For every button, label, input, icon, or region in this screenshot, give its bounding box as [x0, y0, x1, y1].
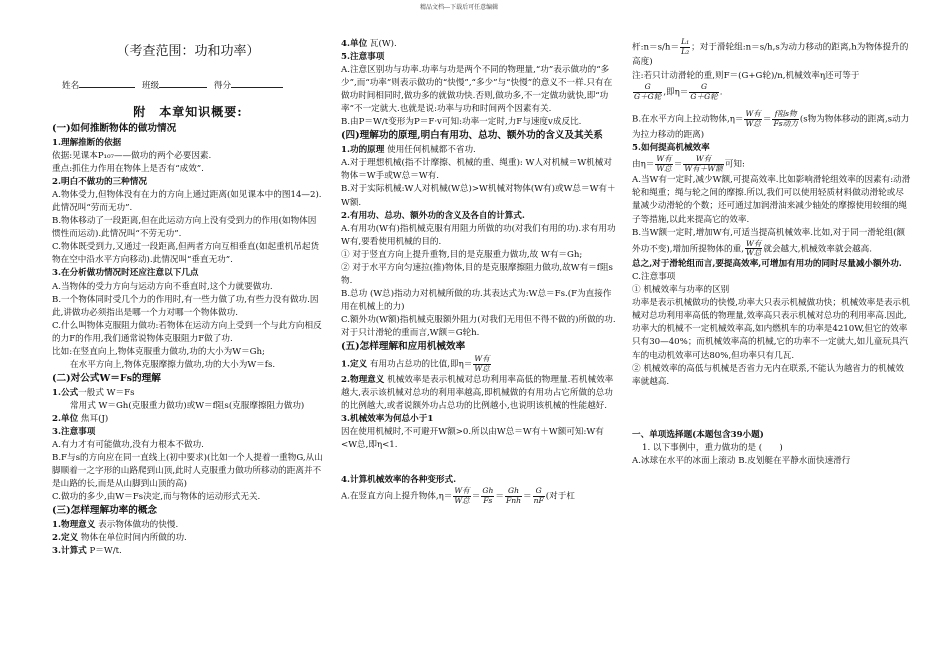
subsection-title: 1.理解推断的依据	[52, 137, 122, 148]
class-blank[interactable]	[159, 76, 207, 88]
subsection-title: 4.单位	[341, 39, 368, 49]
score-label: 得分	[213, 81, 232, 91]
subsection-title: 1.公式	[52, 387, 79, 398]
paragraph: ；对于滑轮组:n＝s/h,s为动力移动的距离,h为物体提升的高度)	[632, 42, 909, 68]
paragraph: C.什么叫物体克服阻力做功:若物体在运动方向上受到一个与此方向相反的力F的作用,我们通常说物体克服阻力F做了功.	[52, 320, 322, 344]
subsection-title: 4.计算机械效率的各种变形式.	[341, 475, 457, 486]
fraction-g-ggl-2: $\frac{G}{\text{G＋G轮}}$	[690, 82, 718, 101]
paragraph: B.一个物体同时受几个力的作用时,有一些力做了功,有些力没有做功.因此,讲做功必须指出是哪一个力对哪一个物体做功.	[52, 294, 319, 318]
paragraph: (对于杠	[545, 492, 575, 503]
paragraph: 物体在单位时间内所做的功.	[80, 533, 187, 544]
name-label: 姓名	[62, 81, 80, 91]
page-banner: 精品文档---下载后可任意编辑	[420, 4, 499, 11]
student-info-line	[52, 76, 324, 92]
fraction-wy-wz: $\frac{\text{W有}}{\text{W总}}$	[745, 238, 762, 258]
paragraph: ② 对于水平方向匀速拉(推)物体,目的是克服摩擦阻力做功,故W有＝f阻s物.	[341, 262, 613, 286]
fraction-wy-wywe: $\frac{\text{W有}}{\text{W有＋W额}}$	[684, 154, 723, 174]
column-1	[52, 8, 324, 558]
paragraph: A.物体受力,但物体没有在力的方向上通过距离(如见课本中的图14—2).此情况叫“劳而无功”.	[52, 190, 322, 214]
paragraph: A.有力才有可能做功,没有力根本不做功.	[52, 440, 204, 451]
efficiency-fraction: $\frac{\text{W有}}{\text{W总}}$	[474, 354, 490, 373]
paragraph: 可知:	[724, 160, 745, 171]
paragraph: A.当物体的受力方向与运动方向不垂直时,这个力就要做功.	[52, 281, 273, 292]
paragraph: ① 机械效率与功率的区别	[632, 285, 730, 296]
paragraph: 在水平方向上,物体克服摩擦力做功,功的大小为W＝fs.	[70, 359, 276, 370]
page-title: （考查范围：功和功率）	[116, 44, 260, 59]
fraction-g-nf: $\frac{G}{nF}$	[533, 486, 544, 506]
subsection-title: 3.计算式	[52, 546, 87, 557]
paragraph: 表示物体做功的快慢.	[98, 520, 179, 531]
paragraph: A.当W有一定时,减少W额,可提高效率.比如影响滑轮组效率的因素有:动滑轮和绳重；绳与轮之间的摩擦.所以,我们可以使用轻质材料做动滑轮或尽量减少动滑轮的个数；还可通过加润滑油来减少轴处的摩擦使用较细的绳子等措施,以此来提高它的效率.	[632, 175, 911, 225]
column-3: 杆:n＝s/h＝ $\frac{\text{L₁}}{\text{L₂}}$ ；对于滑轮组:n＝s/h,s为动力移动的距离,h为物体提升的高度) 注:若只计动滑轮的重,则F＝(G+G轮)/n,机械效率η还可等于 $\frac{G}{\text{G＋G轮}}$ ,即η＝ $\frac{G}{\text{G＋G轮}}$ . B.在水平方向上拉动物体,η＝ $\frac{\text{W有}}{\text{W总}}$ ＝ $\frac{\text{f阻s物}}{\text{Fs动力}}$ (s物为物体移动的距离,s动力为拉力移动的距离) 5.如何提高机械效率 由η＝ $\frac{\text{W有}}{\text{W总}}$ ＝ $\frac{\text{W有}}{\text{W有＋W额}}$ 可知: A.当W有一定时,减少W额,可提高效率.比如影响滑轮组效率的因素有:动滑轮和绳重；绳与轮之间的摩擦.所以,我们可以使用轻质材料做动滑轮或尽量减少动滑轮的个数；还可通过加润滑油来减少轴处的摩擦使用较细的绳子等措施,以此来提高它的效率. B.当W额一定时,增加W有,可适当提高机械效率.比如,对于同一滑轮组(额外功不变),增加所提物体的重, $\frac{\text{W有}}{\text{W总}}$ 就会越大,机械效率就会越高. 总之,对于滑轮组而言,要提高效率,可增加有用功的同时尽量减小额外功. C.注意事项 ① 机械效率与功率的区别 功率是表示机械做功的快慢,功率大只表示机械做功快；机械效率是表示机械对总功利用率高低的物理量,效率高只表示机械对总功的利用率高.因此,功率大的机械不一定机械效率高,如内燃机车的功率是4210W,但它的效率只有30—40%；而机械效率高的机械,它的功率不一定就大,如儿童玩具汽车的电动机效率可达80%,但功率只有几瓦. ② 机械效率的高低与机械是否省力无内在联系,不能认为越省力的机械效率就越高. 一、单项选择题(本题包含39小题) 1. 以下事例中，重力做功的是 ( ) A.冰球在水平的冰面上滚动 B.皮划艇在平静水面快速滑行	[632, 38, 912, 468]
score-blank[interactable]	[231, 76, 283, 88]
subsection-title: 2.物理意义	[341, 375, 385, 385]
paragraph: 功率是表示机械做功的快慢,功率大只表示机械做功快；机械效率是表示机械对总功利用率高低的物理量,效率高只表示机械对总功的利用率高.因此,功率大的机械不一定机械效率高,如内燃机车的功率是4210W,但它的效率只有30—40%；而机械效率高的机械,它的功率不一定就大,如儿童玩具汽车的电动机效率可达80%,但功率只有几瓦.	[632, 298, 910, 361]
section-title: (三)怎样理解功率的概念	[52, 505, 158, 517]
subsection-title: 3.注意事项	[52, 427, 96, 438]
subsection-title: 5.注意事项	[341, 52, 385, 63]
paragraph: 一般式 W＝Fs	[78, 387, 135, 398]
paragraph: B.由P＝W/t变形为P＝F·v可知:功率一定时,力F与速度v成反比.	[341, 117, 582, 128]
question-section-title: 一、单项选择题(本题包含39小题)	[632, 429, 764, 440]
paragraph: B.当W额一定时,增加W有,可适当提高机械效率.比如,对于同一滑轮组(额外功不变),增加所提物体的重,	[632, 227, 906, 255]
column-2: 4.单位 瓦(W). 5.注意事项 A.注意区别功与功率.功率与功是两个不同的物理量,“功”表示做功的“多少”,而“功率”则表示做功的“快慢”,“多少”与“快慢”的意义不一样.只有在做功时间相同时,做功多的就做功快.否则,做功多,不一定做功就快,即“功率”不一定就大.也就是说:功率与功和时间两个因素有关. B.由P＝W/t变形为P＝F·v可知:功率一定时,力F与速度v成反比. (四)理解功的原理,明白有用功、总功、额外功的含义及其关系 1.功的原理 使用任何机械都不省功. A.对于理想机械(指不计摩擦、机械的重、绳重): W人对机械＝W机械对物体＝W手或W总＝W有. B.对于实际机械:W人对机械(W总)>W机械对物体(W有)或W总＝W有＋W额. 2.有用功、总功、额外功的含义及各自的计算式. A.有用功(W有)指机械克服有用阻力所做的功(对我们有用的功).求有用功W有,要看使用机械的目的. ① 对于竖直方向上提升重物,目的是克服重力做功,故 W有＝Gh; ② 对于水平方向匀速拉(推)物体,目的是克服摩擦阻力做功,故W有＝f阻s物. B.总功 (W总)指动力对机械所做的功.其表达式为:W总＝Fs.(F为直接作用在机械上的力) C.额外功(W额)指机械克服额外阻力(对我们无用但不得不做的)所做的功.对于只计滑轮的重而言,W额＝G轮h. (五)怎样理解和应用机械效率 1.定义 有用功占总功的比值,即η＝ $\frac{\text{W有}}{\text{W总}}$ 2.物理意义 机械效率是表示机械对总功利用率高低的物理量.若机械效率越大,表示该机械对总功的利用率越高,即机械做的有用功占它所做的总功的比例越大,或者说额外功占总功的比例越小,也说明该机械的性能越好. 3.机械效率为何总小于1 因在使用机械时,不可避开W额>0.所以由W总＝W有＋W额可知:W有<W总,即η<1. 4.计算机械效率的各种变形式. A.在竖直方向上提升物体,η＝ $\frac{\text{W有}}{\text{W总}}$ ＝ $\frac{Gh}{Fs}$ ＝ $\frac{Gh}{\text{Fnh}}$ ＝ $\frac{G}{nF}$ (对于杠	[341, 38, 618, 506]
paragraph: B.物体移动了一段距离,但在此运动方向上没有受到力的作用(如物体因惯性而运动).此情况叫“不劳无功”.	[52, 216, 317, 240]
paragraph: ① 对于竖直方向上提升重物,目的是克服重力做功,故 W有＝Gh;	[341, 249, 583, 260]
paragraph: 由η＝	[632, 160, 655, 171]
subsection-title: 1.物理意义	[52, 520, 96, 531]
subsection-title: 1.定义	[341, 359, 368, 370]
section-title: (四)理解功的原理,明白有用功、总功、额外功的含义及其关系	[341, 130, 603, 142]
class-label: 班级	[141, 81, 160, 91]
paragraph: ② 机械效率的高低与机械是否省力无内在联系,不能认为越省力的机械效率就越高.	[632, 363, 904, 387]
subsection-title: 3.在分析做功情况时还应注意以下几点	[52, 268, 199, 279]
fraction-wy-wz: $\frac{\text{W有}}{\text{W总}}$	[454, 486, 470, 506]
section-title: (一)如何推断物体的做功情况	[52, 123, 177, 134]
question-1-options: A.冰球在水平的冰面上滚动 B.皮划艇在平静水面快速滑行	[632, 455, 851, 466]
paragraph: A.在竖直方向上提升物体,η＝	[341, 492, 453, 503]
paragraph: 有用功占总功的比值,即η＝	[369, 359, 473, 370]
subsection-title: 2.有用功、总功、额外功的含义及各自的计算式.	[341, 210, 525, 221]
paragraph: P＝W/t.	[89, 546, 122, 557]
subsection-title: 2.明白不做功的三种情况	[52, 177, 147, 188]
paragraph: 比如:在竖直向上,物体克服重力做功,功的大小为W＝Gh;	[52, 346, 265, 357]
paragraph: 依据:见课本P₁₀₇——做功的两个必要因素.	[52, 150, 212, 161]
fraction-gh-fnh: $\frac{Gh}{\text{Fnh}}$	[505, 486, 522, 506]
subsection-title: 2.定义	[52, 533, 79, 544]
fraction-g-ggl: $\frac{G}{\text{G＋G轮}}$	[634, 82, 662, 101]
paragraph: 常用式 W＝Gh(克服重力做功)或W＝f阻s(克服摩擦阻力做功)	[70, 400, 305, 411]
subsection-title: 3.机械效率为何总小于1	[341, 414, 434, 425]
paragraph: ,即η＝	[663, 87, 689, 98]
subsection-title: 2.单位	[52, 413, 79, 424]
paragraph: 机械效率是表示机械对总功利用率高低的物理量.若机械效率越大,表示该机械对总功的利用率越高,即机械做的有用功占它所做的总功的比例越大,或者说额外功占总功的比例越小,也说明该机械的性能越好.	[341, 375, 614, 412]
paragraph: B.总功 (W总)指动力对机械所做的功.其表达式为:W总＝Fs.(F为直接作用在机械上的力)	[341, 288, 612, 313]
paragraph: A.注意区别功与功率.功率与功是两个不同的物理量,“功”表示做功的“多少”,而“功率”则表示做功的“快慢”,“多少”与“快慢”的意义不一样.只有在做功时间相同时,做功多的就做功快.否则,做功多,不一定做功就快,即“功率”不一定就大.也就是说:功率与功和时间两个因素有关.	[341, 65, 613, 115]
fraction-fs-fsd: $\frac{\text{f阻s物}}{\text{Fs动力}}$	[773, 109, 798, 128]
paragraph: A.对于理想机械(指不计摩擦、机械的重、绳重): W人对机械＝W机械对物体＝W手或W总＝W有.	[341, 158, 612, 182]
paragraph: B.F与s的方向应在同一直线上(初中要求)(比如一个人提着一重物G,从山脚顺着一之字形的山路爬到山顶,此时人克服重力做功所移动的距离并不是山路的长,而是从山脚到山顶的高)	[52, 453, 323, 490]
fraction-l1-l2: $\frac{\text{L₁}}{\text{L₂}}$	[681, 37, 690, 56]
paragraph: B.在水平方向上拉动物体,η＝	[632, 114, 744, 125]
paragraph: B.对于实际机械:W人对机械(W总)>W机械对物体(W有)或W总＝W有＋W额.	[341, 184, 616, 208]
section-title: (五)怎样理解和应用机械效率	[341, 341, 466, 353]
paragraph: C.额外功(W额)指机械克服额外阻力(对我们无用但不得不做的)所做的功.对于只计滑轮的重而言,W额＝G轮h.	[341, 315, 616, 339]
paragraph: 重点:抓住力作用在物体上是否有“成效”.	[52, 163, 204, 174]
subsection-title: 1.功的原理	[341, 145, 385, 156]
fraction-wy-wz: $\frac{\text{W有}}{\text{W总}}$	[656, 154, 672, 174]
question-1: 1. 以下事例中，重力做功的是 ( )	[642, 442, 783, 453]
paragraph: C.做功的多少,由W＝Fs决定,而与物体的运动形式无关.	[52, 492, 261, 503]
paragraph: 使用任何机械都不省功.	[387, 145, 476, 156]
paragraph: 注:若只计动滑轮的重,则F＝(G+G轮)/n,机械效率η还可等于	[632, 71, 860, 82]
paragraph: A.有用功(W有)指机械克服有用阻力所做的功(对我们有用的功).求有用功W有,要看使用机械的目的.	[341, 223, 616, 247]
paragraph: 就会越大,机械效率就会越高.	[763, 244, 872, 255]
paragraph: 瓦(W).	[369, 39, 397, 49]
paragraph: 杆:n＝s/h＝	[632, 42, 680, 53]
fraction-gh-fs: $\frac{Gh}{Fs}$	[482, 486, 494, 506]
paragraph: 因在使用机械时,不可避开W额>0.所以由W总＝W有＋W额可知:W有<W总,即η<1.	[341, 427, 604, 451]
paragraph: (s物为物体移动的距离,s动力为拉力移动的距离)	[632, 114, 910, 140]
section-title: (二)对公式W＝Fs的理解	[52, 372, 161, 384]
name-blank[interactable]	[79, 76, 135, 88]
fraction-wy-wz: $\frac{\text{W有}}{\text{W总}}$	[745, 109, 761, 128]
appendix-title: 附 本章知识概要:	[133, 105, 243, 119]
subsection-title: C.注意事项	[632, 272, 676, 283]
subsection-title: 5.如何提高机械效率	[632, 143, 710, 154]
paragraph: 总之,对于滑轮组而言,要提高效率,可增加有用功的同时尽量减小额外功.	[632, 259, 902, 270]
paragraph: 焦耳(J)	[80, 413, 109, 424]
paragraph: C.物体既受到力,又通过一段距离,但两者方向互相垂直(如起重机吊起货物在空中沿水平方向移动).此情况叫“垂直无功”.	[52, 242, 320, 266]
